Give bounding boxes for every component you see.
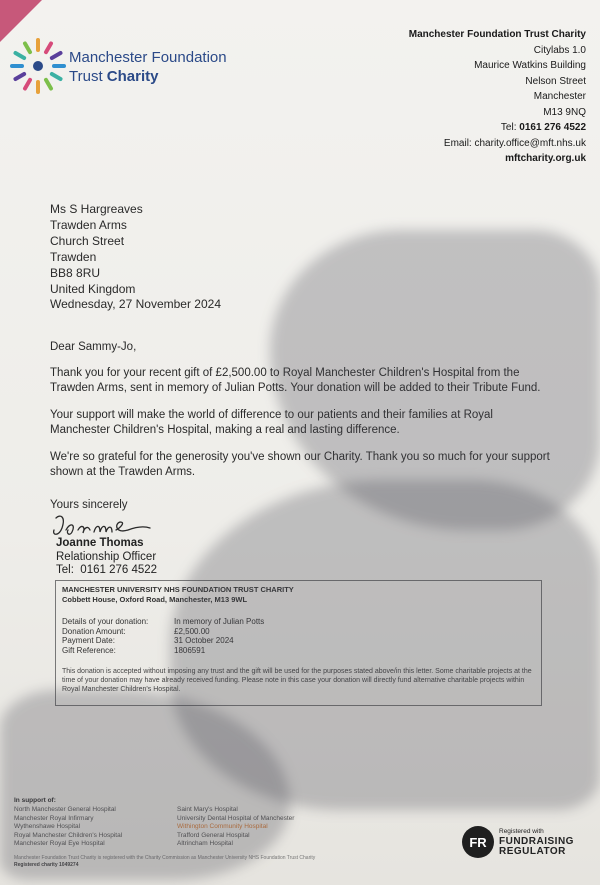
brand-line-1: Manchester Foundation [69, 49, 227, 66]
signer-role: Relationship Officer [56, 550, 157, 563]
signer-phone-label: Tel: [56, 564, 74, 576]
regulator-line-2: REGULATOR [499, 846, 566, 857]
signer-phone [56, 564, 157, 578]
donation-detail-label: Payment Date: [62, 636, 115, 645]
donation-detail-row [62, 636, 535, 646]
sender-address-line: M13 9NQ [543, 106, 586, 118]
brand-line-2 [69, 67, 227, 86]
legal-line: Manchester Foundation Trust Charity is registered with the Charity Commission as Manchester University NHS Foundation Trust Charity [14, 855, 316, 861]
receipt-trust-name: MANCHESTER UNIVERSITY NHS FOUNDATION TRUST CHARITY [62, 585, 294, 594]
hospital-item: University Dental Hospital of Manchester [177, 814, 295, 822]
donation-detail-row [62, 646, 535, 656]
sender-email-address: charity.office@mft.nhs.uk [474, 137, 586, 149]
donation-detail-row [62, 617, 535, 627]
brand-charity: Charity [106, 68, 159, 85]
sender-phone-number: 0161 276 4522 [519, 122, 586, 133]
letter-paragraph: Thank you for your recent gift of £2,500.00 to Royal Manchester Children's Hospital from the Trawden Arms, sent in memory of Julian Potts. Your donation will be added to their Tribute Fund. [50, 367, 541, 394]
hospital-item: North Manchester General Hospital [14, 806, 116, 813]
sender-address-line: Citylabs 1.0 [533, 44, 586, 56]
regulator-small-label: Registered with [499, 828, 544, 835]
legal-line [14, 862, 315, 869]
signer-block [56, 537, 157, 578]
footer-hospitals-col-1 [14, 806, 122, 849]
regulator-line-1: FUNDRAISING [499, 836, 574, 847]
fundraising-regulator-icon: FR [462, 826, 494, 858]
hospital-item: Saint Mary's Hospital [177, 806, 238, 813]
letter-date: Wednesday, 27 November 2024 [50, 297, 221, 311]
footer-heading: In support of: [14, 797, 56, 804]
recipient-name: Ms S Hargreaves [50, 202, 143, 216]
hospital-item: Wythenshawe Hospital [14, 823, 81, 830]
footer-hospitals-col-2 [177, 806, 294, 849]
donation-details-box [55, 580, 542, 706]
charity-logo-icon [8, 32, 68, 100]
donation-detail-value: 1806591 [174, 645, 206, 655]
donation-detail-row [62, 627, 535, 637]
sender-address-line: Maurice Watkins Building [474, 60, 586, 71]
sender-website: mftcharity.org.uk [505, 153, 586, 164]
legal-registration [14, 855, 315, 869]
fundraising-regulator-text [499, 827, 574, 857]
hospital-item: Manchester Royal Eye Hospital [14, 840, 105, 847]
sender-address-line: Nelson Street [525, 75, 586, 87]
donation-details-table [62, 617, 535, 655]
hospital-item: Manchester Royal Infirmary [14, 814, 94, 822]
donation-detail-label: Details of your donation: [62, 617, 149, 626]
photo-shadow [0, 690, 290, 880]
donation-detail-label: Gift Reference: [62, 645, 116, 655]
sender-email-label: Email: [443, 137, 472, 149]
letter-paragraph: Your support will make the world of difference to our patients and their families at Royal Manchester Children's Hospital, making a real and lasting difference. [50, 409, 493, 436]
hospital-item: Altrincham Hospital [177, 840, 233, 847]
brand-name [69, 48, 227, 86]
recipient-address-line: Trawden Arms [50, 218, 127, 232]
letter-greeting: Dear Sammy-Jo, [50, 341, 137, 353]
sender-address [409, 27, 586, 167]
charity-number: Registered charity 1049274 [14, 862, 79, 868]
donation-terms-note: This donation is accepted without imposing any trust and the gift will be used for the purposes stated above/in this letter. Some charitable projects at the time of your donation may have already received funding. Please note in this case your donation will directly fund alternative charitable projects within Royal Manchester Children's Hospital. [62, 668, 532, 693]
recipient-address-line: Church Street [50, 234, 125, 248]
fundraising-regulator-badge [462, 826, 574, 858]
donation-detail-label: Donation Amount: [62, 626, 126, 636]
recipient-address-line: United Kingdom [50, 282, 136, 296]
recipient-address [50, 201, 143, 297]
recipient-address-line: BB8 8RU [50, 266, 101, 280]
hospital-item: Trafford General Hospital [177, 831, 250, 839]
signer-name: Joanne Thomas [56, 537, 144, 549]
sender-email [409, 136, 586, 152]
sender-phone-label: Tel: [500, 122, 517, 133]
sender-address-line: Manchester [533, 91, 586, 102]
letter-body [50, 340, 550, 492]
receipt-trust-address: Cobbett House, Oxford Road, Manchester, M13 9WL [62, 595, 248, 604]
brand-trust: Trust [69, 68, 103, 85]
donation-detail-value: £2,500.00 [174, 626, 210, 636]
hospital-item: Royal Manchester Children's Hospital [14, 831, 123, 839]
donation-detail-value: 31 October 2024 [174, 636, 234, 645]
sender-phone [409, 120, 586, 136]
recipient-address-line: Trawden [50, 250, 97, 264]
signer-phone-number: 0161 276 4522 [80, 564, 158, 576]
letter-signoff: Yours sincerely [50, 499, 128, 511]
hospital-item: Withington Community Hospital [177, 823, 268, 830]
sender-org-name: Manchester Foundation Trust Charity [408, 29, 586, 40]
letter-paragraph: We're so grateful for the generosity you've shown our Charity. Thank you so much for your support shown at the Trawden Arms. [50, 451, 550, 478]
donation-detail-value: In memory of Julian Potts [174, 617, 265, 626]
